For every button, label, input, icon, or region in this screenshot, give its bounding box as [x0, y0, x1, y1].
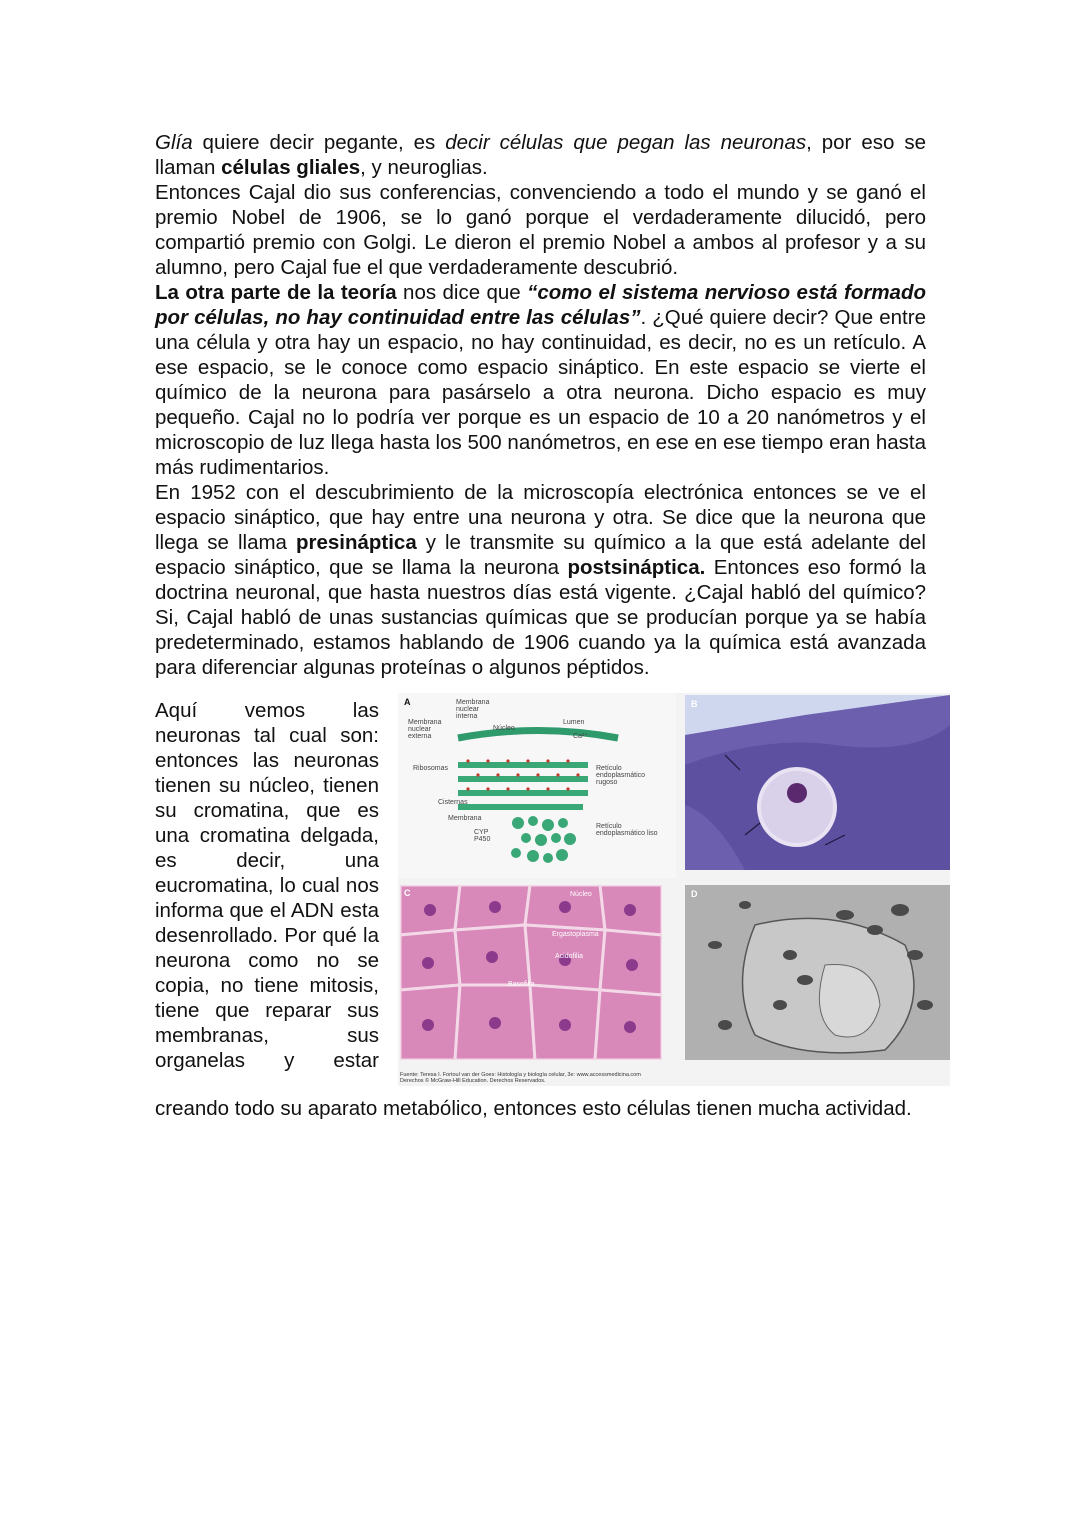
paragraph-neurons-side: Aquí vemos las neuronas tal cual son: entonces las neuronas tienen su núcleo, tienen su cromatina, que es una cromatina delgada, es decir, una eucromatina, lo cual nos informa que el ADN esta desenrollado. Por qué la neurona como no se copia, no tiene mitosis, tiene que reparar sus membranas, sus organelas y estar: [155, 699, 379, 1072]
label-nucleo: Núcleo: [493, 725, 515, 732]
figure-caption: Fuente: Teresa I. Fortoul van der Goes: Histología y biología celular, 3e: www.accessmedicina.com Derechos © McGraw-Hill Education. Derechos Reservados.: [400, 1072, 641, 1084]
label-membrana-externa: Membrana nuclear externa: [408, 719, 442, 740]
neuron-stain-image: [685, 695, 950, 870]
panel-a-diagram: [398, 693, 676, 878]
panel-d-electron-micrograph: [685, 885, 950, 1060]
tissue-stain-image: [400, 885, 662, 1060]
panel-d-letter: D: [691, 889, 698, 899]
electron-micrograph-image: [685, 885, 950, 1060]
paragraph-microscopy: En 1952 con el descubrimiento de la microscopía electrónica entonces se ve el espacio sináptico, que hay entre una neurona y otra. Se dice que la neurona que llega se llama presináptica y le transmite su químico a la que está adelante del espacio sináptico, que se llama la neurona postsináptica. Entonces eso formó la doctrina neuronal, que hasta nuestros días está vigente. ¿Cajal habló del químico? Si, Cajal habló de unas sustancias químicas que se producían porque ya se había predeterminado, estamos hablando de 1906 cuando ya la química está avanzada para diferenciar algunas proteínas o algunos péptidos.: [155, 481, 926, 679]
label-ergastoplasma: Ergastoplasma: [552, 931, 599, 938]
panel-c-tissue-micrograph: [400, 885, 662, 1060]
label-basofilia: Basofilia: [508, 981, 535, 988]
label-reticulo-liso: Retículo endoplasmático liso: [596, 823, 658, 837]
label-lumen: Lumen: [563, 719, 585, 726]
paragraph-nobel: Entonces Cajal dio sus conferencias, convenciendo a todo el mundo y se ganó el premio Nobel de 1906, se lo ganó porque el verdaderamente dilucidó, pero compartió premio con Golgi. Le dieron el premio Nobel a ambos al profesor y a su alumno, pero Cajal fue el que verdaderamente descubrió.: [155, 181, 926, 279]
panel-c-letter: C: [404, 888, 411, 898]
panel-b-letter: B: [691, 699, 698, 709]
histology-figure: [398, 693, 950, 1086]
label-reticulo-rugoso: Retículo endoplasmático rugoso: [596, 765, 646, 786]
label-cisternas: Cisternas: [438, 799, 468, 806]
label-cyp: CYP P450: [474, 829, 491, 843]
label-ribosomas: Ribosomas: [413, 765, 449, 772]
label-membrana: Membrana: [448, 815, 482, 822]
label-c-nucleo: Núcleo: [570, 891, 592, 898]
panel-a-letter: A: [404, 697, 411, 707]
paragraph-glia: Glía quiere decir pegante, es decir células que pegan las neuronas, por eso se llaman células gliales, y neuroglias.: [155, 131, 926, 179]
label-calcium: Ca²⁺: [573, 733, 588, 740]
document-page: [155, 130, 926, 1124]
label-membrana-interna: Membrana nuclear interna: [456, 699, 490, 720]
figure-row: [155, 698, 926, 1124]
paragraph-theory: La otra parte de la teoría nos dice que “como el sistema nervioso está formado por células, no hay continuidad entre las células”. ¿Qué quiere decir? Que entre una célula y otra hay un espacio, no hay continuidad, es decir, no es un retículo. A ese espacio, se le conoce como espacio sináptico. En este espacio se vierte el químico de la neurona para pasárselo a otra neurona. Dicho espacio es muy pequeño. Cajal no lo podría ver porque es un espacio de 10 a 20 nanómetros y el microscopio de luz llega hasta los 500 nanómetros, en ese en ese tiempo eran hasta más rudimentarios.: [155, 281, 926, 479]
paragraph-neurons-tail: creando todo su aparato metabólico, entonces esto células tienen mucha actividad.: [155, 1097, 912, 1120]
panel-b-neuron-micrograph: [685, 695, 950, 870]
label-acidofilia: Acidofilia: [555, 953, 584, 960]
